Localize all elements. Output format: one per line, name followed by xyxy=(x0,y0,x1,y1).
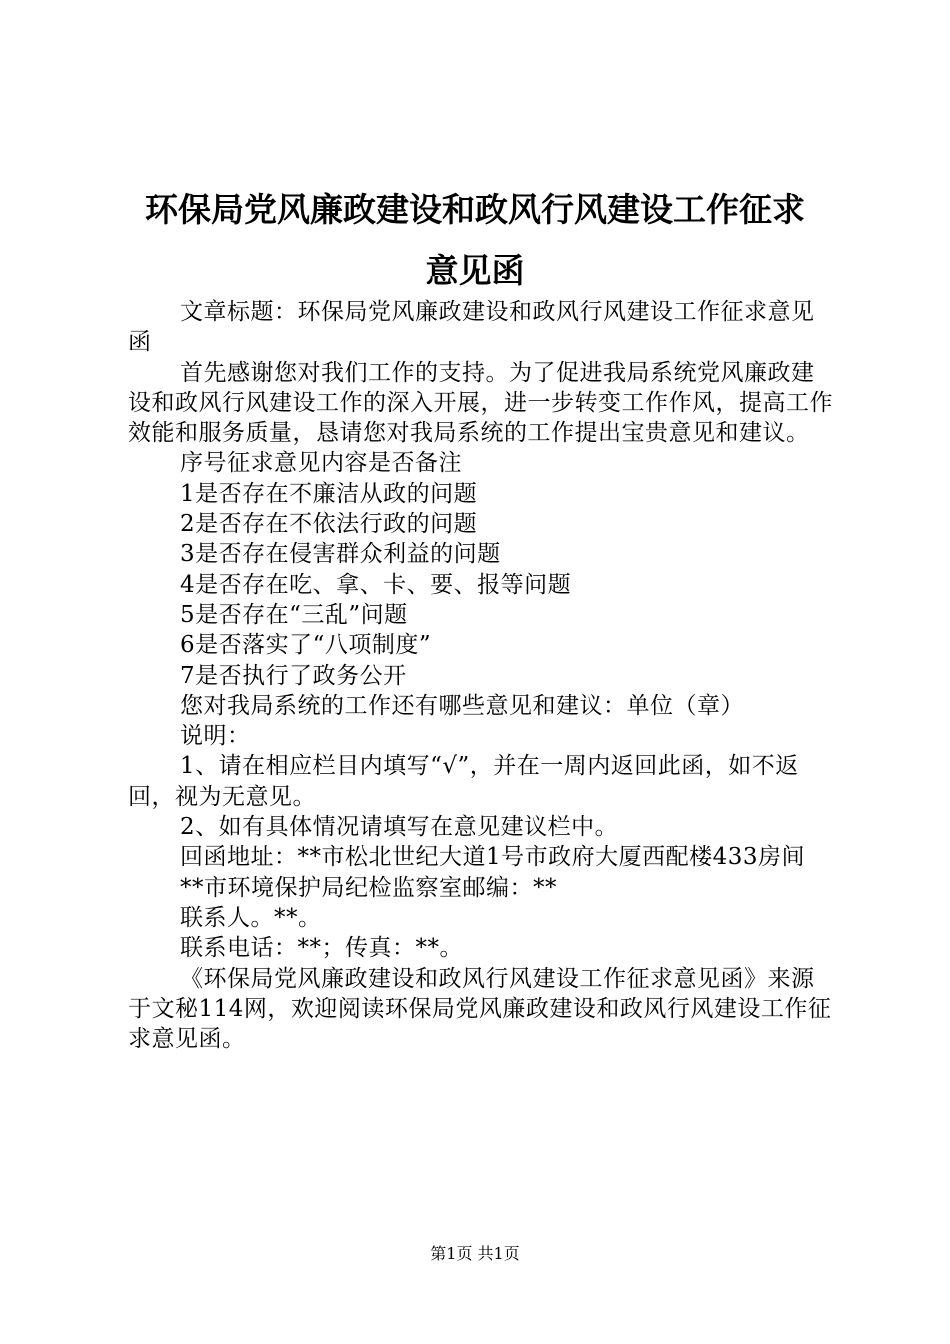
survey-item-1: 1是否存在不廉洁从政的问题 xyxy=(180,480,478,507)
document-body xyxy=(128,297,836,1054)
survey-item-7: 7是否执行了政务公开 xyxy=(180,662,407,689)
contact-person: 联系人。**。 xyxy=(180,904,322,931)
note-1: 1、请在相应栏目内填写“√”，并在一周内返回此函，如不返回，视为无意见。 xyxy=(128,753,799,810)
table-header-line: 序号征求意见内容是否备注 xyxy=(180,450,462,477)
survey-item-5: 5是否存在“三乱”问题 xyxy=(180,601,408,628)
contact-phone-fax: 联系电话：**；传真：**。 xyxy=(180,935,463,962)
survey-item-2: 2是否存在不依法行政的问题 xyxy=(180,511,478,538)
survey-item-3: 3是否存在侵害群众利益的问题 xyxy=(180,541,501,568)
suggestion-line: 您对我局系统的工作还有哪些意见和建议：单位（章） xyxy=(180,692,744,719)
source-note: 《环保局党风廉政建设和政风行风建设工作征求意见函》来源于文秘114网，欢迎阅读环保局党风廉政建设和政风行风建设工作征求意见函。 xyxy=(128,965,832,1053)
document-title-line-2: 意见函 xyxy=(425,251,525,290)
office-postcode: **市环境保护局纪检监察室邮编：** xyxy=(180,874,557,901)
intro-paragraph: 首先感谢您对我们工作的支持。为了促进我局系统党风廉政建设和政风行风建设工作的深入开展，进一步转变工作作风，提高工作效能和服务质量，恳请您对我局系统的工作提出宝贵意见和建议。 xyxy=(128,359,833,447)
survey-item-4: 4是否存在吃、拿、卡、要、报等问题 xyxy=(180,571,572,598)
page-footer: 第1页 共1页 xyxy=(430,1244,520,1263)
document-title-line-1: 环保局党风廉政建设和政风行风建设工作征求 xyxy=(145,190,805,229)
article-title-paragraph: 文章标题：环保局党风廉政建设和政风行风建设工作征求意见函 xyxy=(128,299,815,356)
note-2: 2、如有具体情况请填写在意见建议栏中。 xyxy=(180,814,619,841)
survey-item-6: 6是否落实了“八项制度” xyxy=(180,632,432,659)
notes-heading: 说明： xyxy=(180,723,251,750)
return-address: 回函地址：**市松北世纪大道1号市政府大厦西配楼433房间 xyxy=(180,844,806,871)
